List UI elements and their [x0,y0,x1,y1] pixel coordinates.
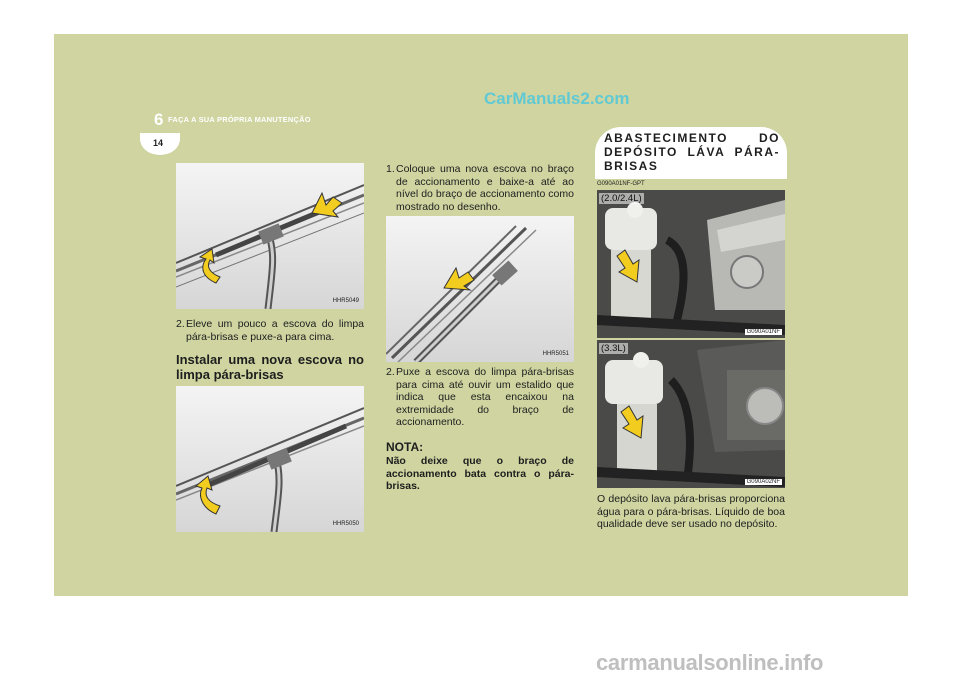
figure-code: G090A02NF [746,479,780,485]
instruction-step [386,163,574,213]
instruction-step [176,318,364,343]
chapter-title: FAÇA A SUA PRÓPRIA MANUTENÇÃO [168,115,311,124]
engine-bay-photo-3.3L [597,340,785,488]
section-heading: Instalar uma nova escova no limpa pára-brisas [176,352,364,382]
page-number: 14 [153,138,164,148]
section-code: G090A01NF-GPT [597,181,645,187]
figure-code: HHR5051 [542,351,569,357]
note-body: Não deixe que o braço de accionamento bata contra o pára-brisas. [386,455,574,492]
figure-code: G090A01NF [746,329,780,335]
note-title: NOTA: [386,440,424,454]
body-paragraph: O depósito lava pára-brisas proporciona água para o pára-brisas. Líquido de boa qualidade deve ser usado no depósito. [597,493,785,530]
wiper-arm-illustration [386,216,574,362]
figure-code: HHR5050 [332,521,359,527]
engine-variant-label: (3.3L) [601,343,626,354]
step-text: Coloque uma nova escova no braço de accionamento e baixe-a até ao nível do braço de accionamento como mostrado no desenho. [396,163,574,213]
step-text: Puxe a escova do limpa pára-brisas para cima até ouvir um estalido que indica que esta encaixou na extremidade do braço de accionamento. [396,366,574,428]
step-number: 2. [386,366,395,378]
wiper-removal-illustration [176,163,364,309]
step-number: 1. [386,163,395,175]
step-text: Eleve um pouco a escova do limpa pára-brisas e puxe-a para cima. [186,318,364,343]
engine-bay-photo-2.0-2.4L [597,190,785,338]
watermark-top[interactable]: CarManuals2.com [484,89,630,108]
step-number: 2. [176,318,185,330]
engine-variant-label: (2.0/2.4L) [601,193,642,204]
wiper-install-illustration [176,386,364,532]
figure-code: HHR5049 [332,298,359,304]
instruction-step [386,366,574,429]
chapter-number: 6 [154,110,164,129]
section-title: ABASTECIMENTO DO DEPÓSITO LÁVA PÁRA-BRISAS [604,131,780,173]
watermark-bottom[interactable]: carmanualsonline.info [596,650,824,675]
